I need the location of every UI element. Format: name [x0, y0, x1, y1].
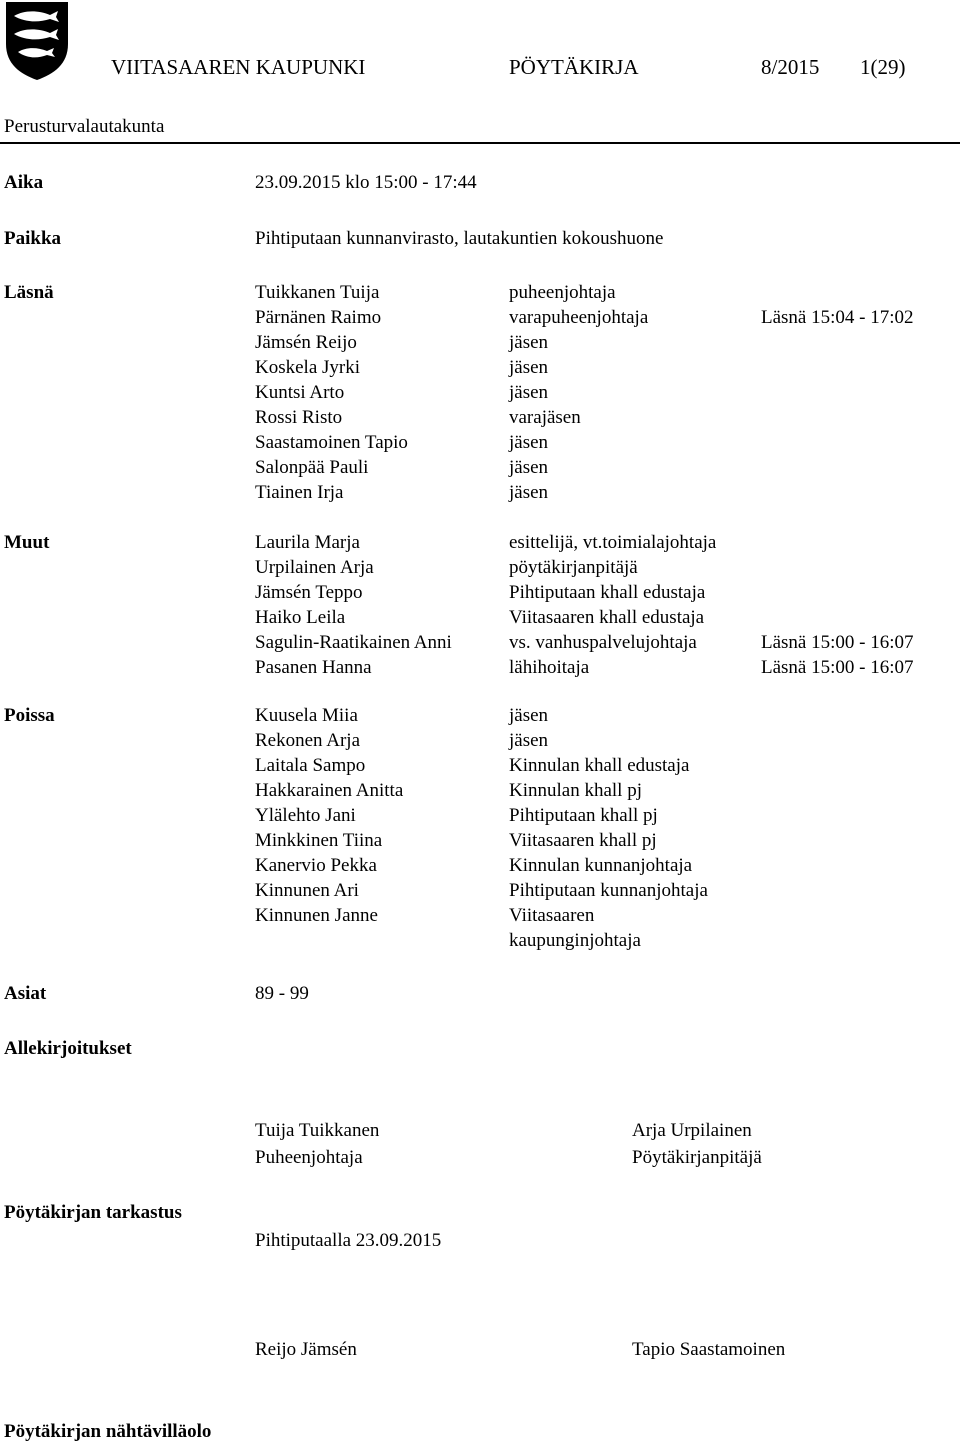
- paikka-value: Pihtiputaan kunnanvirasto, lautakuntien kokoushuone: [255, 228, 664, 249]
- doc-number: 8/2015: [761, 55, 820, 79]
- attendee-name: Haiko Leila: [255, 607, 346, 628]
- attendee-row: [0, 382, 960, 407]
- attendee-name: Jämsén Teppo: [255, 582, 363, 603]
- attendee-role: Viitasaaren: [509, 905, 595, 926]
- attendee-row: [0, 607, 960, 632]
- paikka-label: Paikka: [4, 228, 62, 249]
- attendee-role: Kinnulan kunnanjohtaja: [509, 855, 693, 876]
- attendee-role: pöytäkirjanpitäjä: [509, 557, 638, 578]
- attendee-role: Viitasaaren khall pj: [509, 830, 657, 851]
- attendee-name: Salonpää Pauli: [255, 457, 369, 478]
- nahtavillaolo-label: Pöytäkirjan nähtävilläolo: [4, 1421, 212, 1442]
- aika-label: Aika: [4, 172, 44, 193]
- signer1-name: Tuija Tuikkanen: [255, 1120, 380, 1141]
- attendee-role: lähihoitaja: [509, 657, 590, 678]
- attendee-name: Laitala Sampo: [255, 755, 366, 776]
- attendee-row: [0, 805, 960, 830]
- attendee-name: Laurila Marja: [255, 532, 360, 553]
- attendee-role: jäsen: [509, 382, 549, 403]
- attendee-row: [0, 830, 960, 855]
- attendee-role: Pihtiputaan khall pj: [509, 805, 658, 826]
- attendee-row: [0, 332, 960, 357]
- attendee-role: jäsen: [509, 357, 549, 378]
- signer2-title: Pöytäkirjanpitäjä: [632, 1147, 762, 1168]
- attendee-name: Pärnänen Raimo: [255, 307, 382, 328]
- attendee-row: [0, 930, 960, 955]
- attendee-name: Ylälehto Jani: [255, 805, 356, 826]
- attendee-row: [0, 282, 960, 307]
- attendee-name: Kanervio Pekka: [255, 855, 377, 876]
- attendee-role: Kinnulan khall pj: [509, 780, 642, 801]
- attendee-role: jäsen: [509, 332, 549, 353]
- attendee-name: Tiainen Irja: [255, 482, 344, 503]
- attendee-role: Pihtiputaan khall edustaja: [509, 582, 706, 603]
- allekirjoitukset-label: Allekirjoitukset: [4, 1038, 132, 1059]
- attendee-note: Läsnä 15:04 - 17:02: [761, 307, 914, 328]
- attendee-role: kaupunginjohtaja: [509, 930, 641, 951]
- attendee-row: [0, 557, 960, 582]
- attendee-role: puheenjohtaja: [509, 282, 616, 303]
- attendee-row: [0, 632, 960, 657]
- attendee-role: Kinnulan khall edustaja: [509, 755, 690, 776]
- attendee-row: [0, 482, 960, 507]
- attendee-name: Sagulin-Raatikainen Anni: [255, 632, 452, 653]
- attendee-note: Läsnä 15:00 - 16:07: [761, 632, 914, 653]
- attendee-role: jäsen: [509, 730, 549, 751]
- doc-type: PÖYTÄKIRJA: [509, 55, 639, 79]
- signer2-name: Arja Urpilainen: [632, 1120, 752, 1141]
- attendee-role: jäsen: [509, 705, 549, 726]
- attendee-row: [0, 307, 960, 332]
- attendee-role: jäsen: [509, 457, 549, 478]
- asiat-label: Asiat: [4, 983, 47, 1004]
- attendee-name: Kuntsi Arto: [255, 382, 345, 403]
- lasna-label: Läsnä: [4, 282, 54, 303]
- attendee-row: [0, 657, 960, 682]
- attendee-name: Minkkinen Tiina: [255, 830, 383, 851]
- attendee-role: Pihtiputaan kunnanjohtaja: [509, 880, 708, 901]
- attendee-name: Rossi Risto: [255, 407, 343, 428]
- attendee-note: Läsnä 15:00 - 16:07: [761, 657, 914, 678]
- attendee-name: Hakkarainen Anitta: [255, 780, 404, 801]
- tarkastus-place-date: Pihtiputaalla 23.09.2015: [255, 1230, 442, 1251]
- attendee-name: Kuusela Miia: [255, 705, 358, 726]
- attendee-name: Saastamoinen Tapio: [255, 432, 408, 453]
- attendee-role: jäsen: [509, 432, 549, 453]
- attendee-row: [0, 905, 960, 930]
- org-name: VIITASAAREN KAUPUNKI: [111, 55, 366, 79]
- muut-label: Muut: [4, 532, 50, 553]
- attendee-name: Jämsén Reijo: [255, 332, 357, 353]
- attendee-role: varapuheenjohtaja: [509, 307, 649, 328]
- attendee-name: Koskela Jyrki: [255, 357, 361, 378]
- checker1-name: Reijo Jämsén: [255, 1339, 357, 1360]
- attendee-row: [0, 880, 960, 905]
- asiat-value: 89 - 99: [255, 983, 309, 1004]
- tarkastus-label: Pöytäkirjan tarkastus: [4, 1202, 182, 1223]
- attendee-row: [0, 357, 960, 382]
- committee-name: Perusturvalautakunta: [4, 116, 165, 137]
- poissa-label: Poissa: [4, 705, 55, 726]
- attendee-role: varajäsen: [509, 407, 581, 428]
- attendee-row: [0, 582, 960, 607]
- attendee-name: Tuikkanen Tuija: [255, 282, 380, 303]
- attendee-role: esittelijä, vt.toimialajohtaja: [509, 532, 717, 553]
- attendee-row: [0, 730, 960, 755]
- attendee-name: Urpilainen Arja: [255, 557, 374, 578]
- attendee-role: vs. vanhuspalvelujohtaja: [509, 632, 697, 653]
- attendee-row: [0, 855, 960, 880]
- page-number: 1(29): [860, 55, 906, 79]
- signer1-title: Puheenjohtaja: [255, 1147, 363, 1168]
- checker2-name: Tapio Saastamoinen: [632, 1339, 786, 1360]
- attendee-role: Viitasaaren khall edustaja: [509, 607, 705, 628]
- attendee-name: Kinnunen Janne: [255, 905, 378, 926]
- coat-of-arms-logo: [4, 0, 70, 82]
- attendee-name: Rekonen Arja: [255, 730, 361, 751]
- attendee-role: jäsen: [509, 482, 549, 503]
- header-divider: [0, 142, 960, 144]
- attendee-name: Pasanen Hanna: [255, 657, 372, 678]
- attendee-row: [0, 780, 960, 805]
- attendee-row: [0, 457, 960, 482]
- attendee-row: [0, 705, 960, 730]
- attendee-row: [0, 432, 960, 457]
- attendee-name: Kinnunen Ari: [255, 880, 359, 901]
- aika-value: 23.09.2015 klo 15:00 - 17:44: [255, 172, 477, 193]
- attendee-row: [0, 407, 960, 432]
- attendee-row: [0, 755, 960, 780]
- attendee-row: [0, 532, 960, 557]
